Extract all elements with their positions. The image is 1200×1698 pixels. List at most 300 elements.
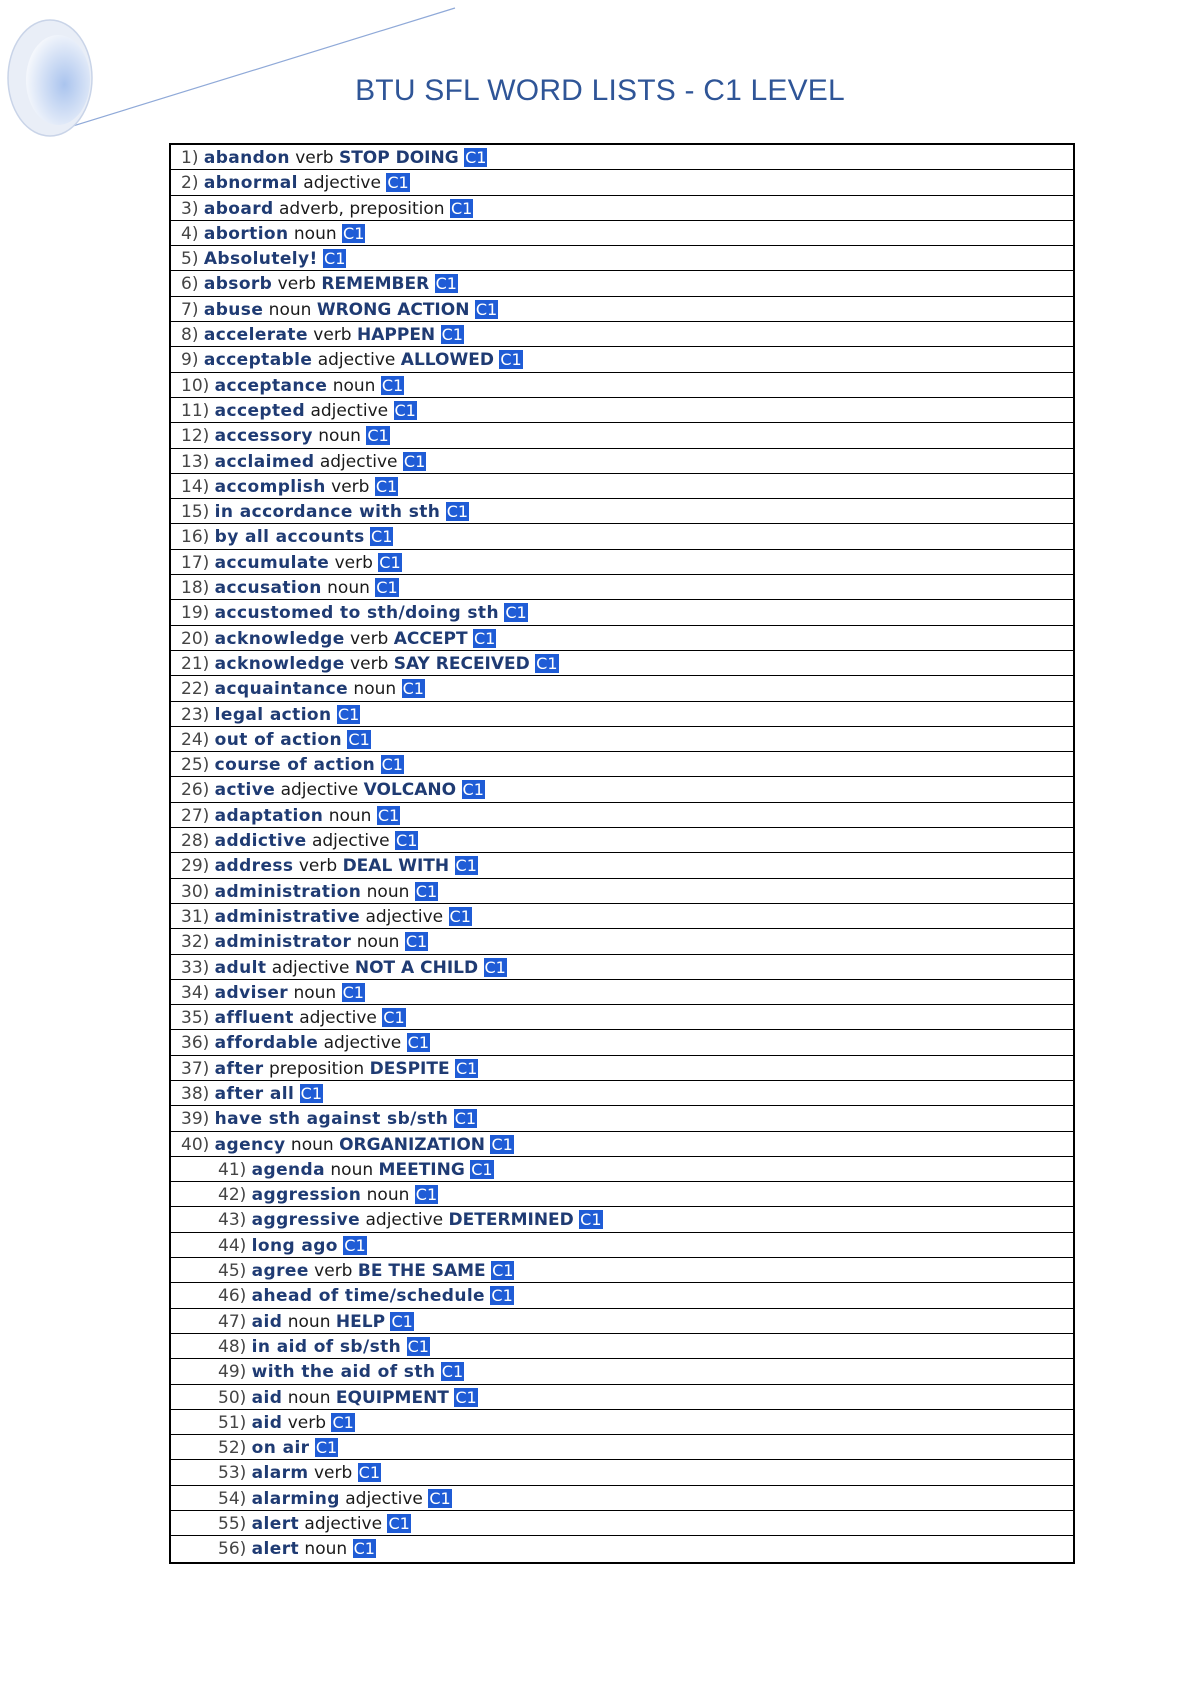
entry-cell: [171, 980, 365, 1005]
entry-part-of-speech: noun: [287, 1311, 331, 1332]
table-row: [171, 1486, 1073, 1511]
entry-part-of-speech: noun: [328, 805, 372, 826]
entry-word: administrative: [214, 906, 361, 927]
entry-number: 18): [181, 578, 210, 599]
entry-cell: [171, 550, 402, 575]
level-badge: C1: [471, 1159, 493, 1179]
entry-cell: [171, 373, 404, 398]
entry-number: 2): [181, 173, 199, 194]
table-row: [171, 1309, 1073, 1334]
entry-number: 47): [218, 1311, 247, 1332]
entry-number: 46): [218, 1286, 247, 1307]
entry-number: 4): [181, 223, 199, 244]
entry-sense: STOP DOING: [338, 148, 459, 168]
table-row: [171, 929, 1073, 954]
entry-number: 11): [181, 400, 210, 421]
table-row: [171, 1435, 1073, 1460]
level-badge: C1: [441, 325, 463, 345]
entry-cell: [171, 246, 346, 271]
entry-part-of-speech: adjective: [345, 1488, 423, 1509]
entry-number: 1): [181, 148, 199, 168]
entry-word: after: [214, 1058, 264, 1079]
table-row: [171, 803, 1073, 828]
level-badge: C1: [391, 1311, 413, 1331]
level-badge: C1: [415, 1185, 438, 1205]
entry-cell: [171, 879, 438, 904]
level-badge: C1: [454, 1109, 477, 1129]
level-badge: C1: [379, 552, 401, 572]
entry-number: 3): [181, 198, 199, 219]
entry-cell: [171, 1435, 338, 1460]
level-badge: C1: [450, 198, 473, 218]
level-badge: C1: [344, 1235, 366, 1255]
table-row: [171, 853, 1073, 878]
entry-part-of-speech: verb: [313, 1463, 353, 1484]
entry-number: 40): [181, 1134, 210, 1155]
entry-part-of-speech: verb: [350, 653, 389, 674]
entry-word: aid: [251, 1311, 283, 1332]
entry-cell: [171, 1030, 430, 1055]
entry-cell: [171, 1056, 478, 1081]
entry-number: 38): [181, 1083, 210, 1104]
entry-word: have sth against sb/sth: [214, 1109, 449, 1130]
level-badge: C1: [449, 906, 471, 926]
entry-word: ahead of time/schedule: [251, 1286, 485, 1307]
level-badge: C1: [415, 881, 438, 901]
entry-word: accomplish: [214, 476, 326, 497]
entry-number: 32): [181, 932, 210, 953]
table-row: [171, 170, 1073, 195]
level-badge: C1: [405, 932, 428, 952]
page-title: BTU SFL WORD LISTS - C1 LEVEL: [355, 74, 845, 107]
entry-word: with the aid of sth: [251, 1362, 436, 1383]
entry-part-of-speech: adverb, preposition: [279, 198, 445, 219]
table-row: [171, 246, 1073, 271]
level-badge: C1: [337, 704, 360, 724]
entry-sense: HAPPEN: [357, 325, 436, 346]
entry-cell: [171, 702, 360, 727]
entry-cell: [171, 1536, 376, 1561]
entry-cell: [171, 676, 425, 701]
entry-word: aboard: [203, 198, 274, 219]
table-row: [171, 1005, 1073, 1030]
entry-number: 15): [181, 502, 210, 523]
entry-number: 54): [218, 1488, 247, 1509]
entry-cell: [171, 1233, 367, 1258]
entry-part-of-speech: noun: [293, 223, 337, 244]
level-badge: C1: [381, 755, 403, 775]
entry-cell: [171, 271, 458, 296]
entry-cell: [171, 499, 469, 524]
entry-cell: [171, 626, 496, 651]
entry-part-of-speech: noun: [327, 578, 370, 599]
table-row: [171, 651, 1073, 676]
table-row: [171, 1385, 1073, 1410]
entry-part-of-speech: preposition: [269, 1058, 365, 1079]
table-row: [171, 727, 1073, 752]
level-badge: C1: [381, 375, 404, 395]
level-badge: C1: [446, 502, 469, 522]
entry-sense: DEAL WITH: [342, 856, 450, 877]
entry-word: administration: [214, 881, 362, 902]
entry-part-of-speech: noun: [356, 932, 400, 953]
table-row: [171, 904, 1073, 929]
table-row: [171, 1460, 1073, 1485]
table-row: [171, 752, 1073, 777]
entry-number: 22): [181, 679, 210, 700]
entry-cell: [171, 752, 404, 777]
entry-cell: [171, 1410, 355, 1435]
entry-number: 33): [181, 957, 210, 978]
entry-number: 53): [218, 1463, 247, 1484]
entry-number: 5): [181, 249, 199, 270]
table-row: [171, 1106, 1073, 1131]
level-badge: C1: [396, 831, 418, 851]
entry-number: 14): [181, 476, 210, 497]
entry-cell: [171, 196, 473, 221]
entry-cell: [171, 853, 478, 878]
level-badge: C1: [455, 1058, 478, 1078]
level-badge: C1: [388, 1514, 410, 1534]
level-badge: C1: [375, 476, 398, 496]
entry-word: in accordance with sth: [214, 502, 441, 523]
entry-cell: [171, 1334, 430, 1359]
level-badge: C1: [407, 1033, 429, 1053]
entry-number: 19): [181, 603, 210, 624]
entry-cell: [171, 651, 559, 676]
level-badge: C1: [343, 223, 365, 243]
level-badge: C1: [387, 173, 409, 193]
entry-word: alarm: [251, 1463, 309, 1484]
entry-cell: [171, 1132, 514, 1157]
entry-number: 29): [181, 856, 210, 877]
table-row: [171, 373, 1073, 398]
level-badge: C1: [376, 578, 398, 598]
entry-part-of-speech: adjective: [323, 1033, 402, 1054]
level-badge: C1: [429, 1488, 451, 1508]
decorative-line: [60, 8, 455, 130]
level-badge: C1: [500, 350, 522, 370]
entry-word: acknowledge: [214, 628, 345, 649]
entry-part-of-speech: verb: [331, 476, 370, 497]
entry-part-of-speech: verb: [298, 856, 338, 877]
table-row: [171, 777, 1073, 802]
entry-part-of-speech: adjective: [317, 350, 396, 371]
level-badge: C1: [324, 249, 346, 269]
level-badge: C1: [505, 603, 527, 623]
entry-number: 23): [181, 704, 210, 725]
entry-number: 44): [218, 1235, 247, 1256]
entry-number: 42): [218, 1185, 247, 1206]
entry-number: 20): [181, 628, 210, 649]
table-row: [171, 575, 1073, 600]
entry-sense: ALLOWED: [400, 350, 494, 371]
entry-part-of-speech: noun: [332, 375, 376, 396]
level-badge: C1: [491, 1286, 513, 1306]
level-badge: C1: [407, 1336, 429, 1356]
entry-word: acclaimed: [214, 451, 315, 472]
entry-word: accessory: [214, 426, 313, 447]
entry-sense: NOT A CHILD: [354, 957, 479, 978]
entry-word: adviser: [214, 982, 289, 1003]
table-row: [171, 600, 1073, 625]
table-row: [171, 423, 1073, 448]
level-badge: C1: [455, 856, 477, 876]
entry-cell: [171, 904, 472, 929]
entry-number: 39): [181, 1109, 210, 1130]
entry-word: on air: [251, 1438, 310, 1459]
entry-cell: [171, 1182, 438, 1207]
entry-part-of-speech: verb: [314, 1261, 353, 1282]
entry-part-of-speech: adjective: [299, 1008, 377, 1029]
level-badge: C1: [435, 274, 457, 294]
table-row: [171, 676, 1073, 701]
entry-number: 13): [181, 451, 210, 472]
entry-word: agree: [251, 1261, 309, 1282]
table-row: [171, 1081, 1073, 1106]
table-row: [171, 1157, 1073, 1182]
entry-number: 49): [218, 1362, 247, 1383]
entry-number: 41): [218, 1159, 247, 1180]
table-row: [171, 524, 1073, 549]
entry-number: 26): [181, 780, 210, 801]
entry-part-of-speech: verb: [350, 628, 389, 649]
entry-word: accumulate: [214, 552, 330, 573]
entry-cell: [171, 777, 485, 802]
table-row: [171, 1283, 1073, 1308]
entry-part-of-speech: verb: [313, 325, 352, 346]
entry-part-of-speech: adjective: [304, 1514, 383, 1535]
entry-number: 25): [181, 755, 210, 776]
entry-sense: VOLCANO: [363, 780, 457, 801]
entry-number: 17): [181, 552, 210, 573]
entry-cell: [171, 398, 417, 423]
entry-part-of-speech: verb: [277, 274, 316, 295]
level-badge: C1: [402, 679, 424, 699]
entry-sense: DESPITE: [369, 1058, 450, 1079]
entry-word: adult: [214, 957, 267, 978]
entry-number: 30): [181, 881, 210, 902]
entry-word: by all accounts: [214, 527, 365, 548]
table-row: [171, 398, 1073, 423]
level-badge: C1: [536, 653, 558, 673]
entry-number: 43): [218, 1210, 247, 1231]
entry-number: 48): [218, 1336, 247, 1357]
table-row: [171, 1334, 1073, 1359]
table-row: [171, 828, 1073, 853]
entry-number: 21): [181, 653, 210, 674]
entry-number: 45): [218, 1261, 247, 1282]
word-list-table: [169, 143, 1075, 1564]
entry-word: acknowledge: [214, 653, 345, 674]
table-row: [171, 1233, 1073, 1258]
table-row: [171, 1056, 1073, 1081]
entry-sense: DETERMINED: [448, 1210, 574, 1231]
entry-word: administrator: [214, 932, 352, 953]
entry-word: course of action: [214, 755, 376, 776]
entry-cell: [171, 828, 418, 853]
entry-word: affluent: [214, 1008, 294, 1029]
entry-word: alert: [251, 1514, 300, 1535]
table-row: [171, 1132, 1073, 1157]
entry-part-of-speech: noun: [290, 1134, 334, 1155]
entry-sense: REMEMBER: [321, 274, 430, 295]
entry-part-of-speech: adjective: [310, 400, 389, 421]
level-badge: C1: [367, 426, 389, 446]
entry-part-of-speech: adjective: [319, 451, 398, 472]
table-row: [171, 550, 1073, 575]
entry-number: 52): [218, 1438, 247, 1459]
entry-cell: [171, 955, 507, 980]
entry-cell: [171, 1207, 603, 1232]
entry-sense: ORGANIZATION: [339, 1134, 486, 1155]
entry-number: 50): [218, 1387, 247, 1408]
entry-number: 27): [181, 805, 210, 826]
table-row: [171, 221, 1073, 246]
table-row: [171, 322, 1073, 347]
entry-number: 28): [181, 831, 210, 852]
entry-sense: EQUIPMENT: [335, 1387, 449, 1408]
entry-word: aid: [251, 1412, 283, 1433]
entry-word: legal action: [214, 704, 332, 725]
level-badge: C1: [377, 805, 400, 825]
level-badge: C1: [492, 1261, 514, 1281]
entry-word: acceptable: [203, 350, 313, 371]
entry-number: 35): [181, 1008, 210, 1029]
entry-cell: [171, 575, 399, 600]
entry-sense: HELP: [335, 1311, 386, 1332]
entry-number: 31): [181, 906, 210, 927]
entry-cell: [171, 727, 371, 752]
table-row: [171, 297, 1073, 322]
level-badge: C1: [332, 1412, 354, 1432]
entry-number: 10): [181, 375, 210, 396]
table-row: [171, 499, 1073, 524]
level-badge: C1: [342, 982, 364, 1002]
entry-word: aid: [251, 1387, 283, 1408]
level-badge: C1: [484, 957, 506, 977]
entry-part-of-speech: noun: [304, 1539, 348, 1560]
level-badge: C1: [353, 1539, 375, 1559]
level-badge: C1: [473, 628, 496, 648]
level-badge: C1: [455, 1387, 477, 1407]
entry-cell: [171, 1081, 323, 1106]
entry-cell: [171, 1511, 411, 1536]
entry-word: accustomed to sth/doing sth: [214, 603, 499, 624]
table-row: [171, 1410, 1073, 1435]
entry-cell: [171, 297, 498, 322]
entry-word: address: [214, 856, 294, 877]
entry-word: aggressive: [251, 1210, 361, 1231]
entry-cell: [171, 1106, 477, 1131]
level-badge: C1: [383, 1008, 405, 1028]
level-badge: C1: [403, 451, 426, 471]
entry-number: 9): [181, 350, 199, 371]
entry-cell: [171, 1385, 478, 1410]
entry-sense: SAY RECEIVED: [393, 653, 530, 674]
table-row: [171, 271, 1073, 296]
entry-part-of-speech: adjective: [271, 957, 350, 978]
entry-cell: [171, 600, 528, 625]
table-row: [171, 1182, 1073, 1207]
table-row: [171, 449, 1073, 474]
entry-number: 34): [181, 982, 210, 1003]
level-badge: C1: [394, 400, 416, 420]
entry-word: abnormal: [203, 173, 298, 194]
entry-cell: [171, 145, 487, 170]
level-badge: C1: [465, 148, 487, 167]
entry-word: agenda: [251, 1159, 325, 1180]
table-row: [171, 347, 1073, 372]
entry-cell: [171, 1283, 514, 1308]
entry-word: accelerate: [203, 325, 308, 346]
table-row: [171, 196, 1073, 221]
table-row: [171, 1511, 1073, 1536]
table-row: [171, 1207, 1073, 1232]
entry-cell: [171, 474, 398, 499]
entry-part-of-speech: noun: [268, 299, 312, 320]
entry-cell: [171, 524, 393, 549]
table-row: [171, 955, 1073, 980]
level-badge: C1: [358, 1463, 381, 1483]
entry-word: accusation: [214, 578, 322, 599]
level-badge: C1: [348, 729, 370, 749]
level-badge: C1: [580, 1210, 602, 1230]
table-row: [171, 702, 1073, 727]
entry-word: abandon: [203, 148, 290, 168]
entry-number: 7): [181, 299, 199, 320]
entry-word: aggression: [251, 1185, 362, 1206]
entry-number: 24): [181, 729, 210, 750]
entry-word: agency: [214, 1134, 286, 1155]
entry-part-of-speech: noun: [318, 426, 361, 447]
entry-cell: [171, 1005, 406, 1030]
level-badge: C1: [300, 1083, 322, 1103]
entry-part-of-speech: verb: [334, 552, 373, 573]
entry-part-of-speech: adjective: [311, 831, 390, 852]
entry-cell: [171, 221, 365, 246]
level-badge: C1: [462, 780, 484, 800]
level-badge: C1: [491, 1134, 513, 1154]
entry-sense: ACCEPT: [393, 628, 468, 649]
entry-word: in aid of sb/sth: [251, 1336, 402, 1357]
entry-cell: [171, 1486, 452, 1511]
entry-word: long ago: [251, 1235, 338, 1256]
level-badge: C1: [475, 299, 498, 319]
entry-word: acquaintance: [214, 679, 349, 700]
table-row: [171, 980, 1073, 1005]
table-row: [171, 474, 1073, 499]
table-row: [171, 1258, 1073, 1283]
entry-part-of-speech: adjective: [280, 780, 359, 801]
entry-cell: [171, 322, 464, 347]
entry-part-of-speech: noun: [287, 1387, 331, 1408]
entry-part-of-speech: adjective: [303, 173, 381, 194]
table-row: [171, 1359, 1073, 1384]
entry-number: 16): [181, 527, 210, 548]
entry-cell: [171, 423, 390, 448]
entry-word: active: [214, 780, 276, 801]
entry-number: 55): [218, 1514, 247, 1535]
table-row: [171, 1030, 1073, 1055]
entry-word: after all: [214, 1083, 295, 1104]
table-row: [171, 626, 1073, 651]
entry-part-of-speech: noun: [366, 881, 410, 902]
entry-cell: [171, 1309, 414, 1334]
entry-word: accepted: [214, 400, 306, 421]
entry-cell: [171, 1258, 514, 1283]
entry-cell: [171, 170, 410, 195]
